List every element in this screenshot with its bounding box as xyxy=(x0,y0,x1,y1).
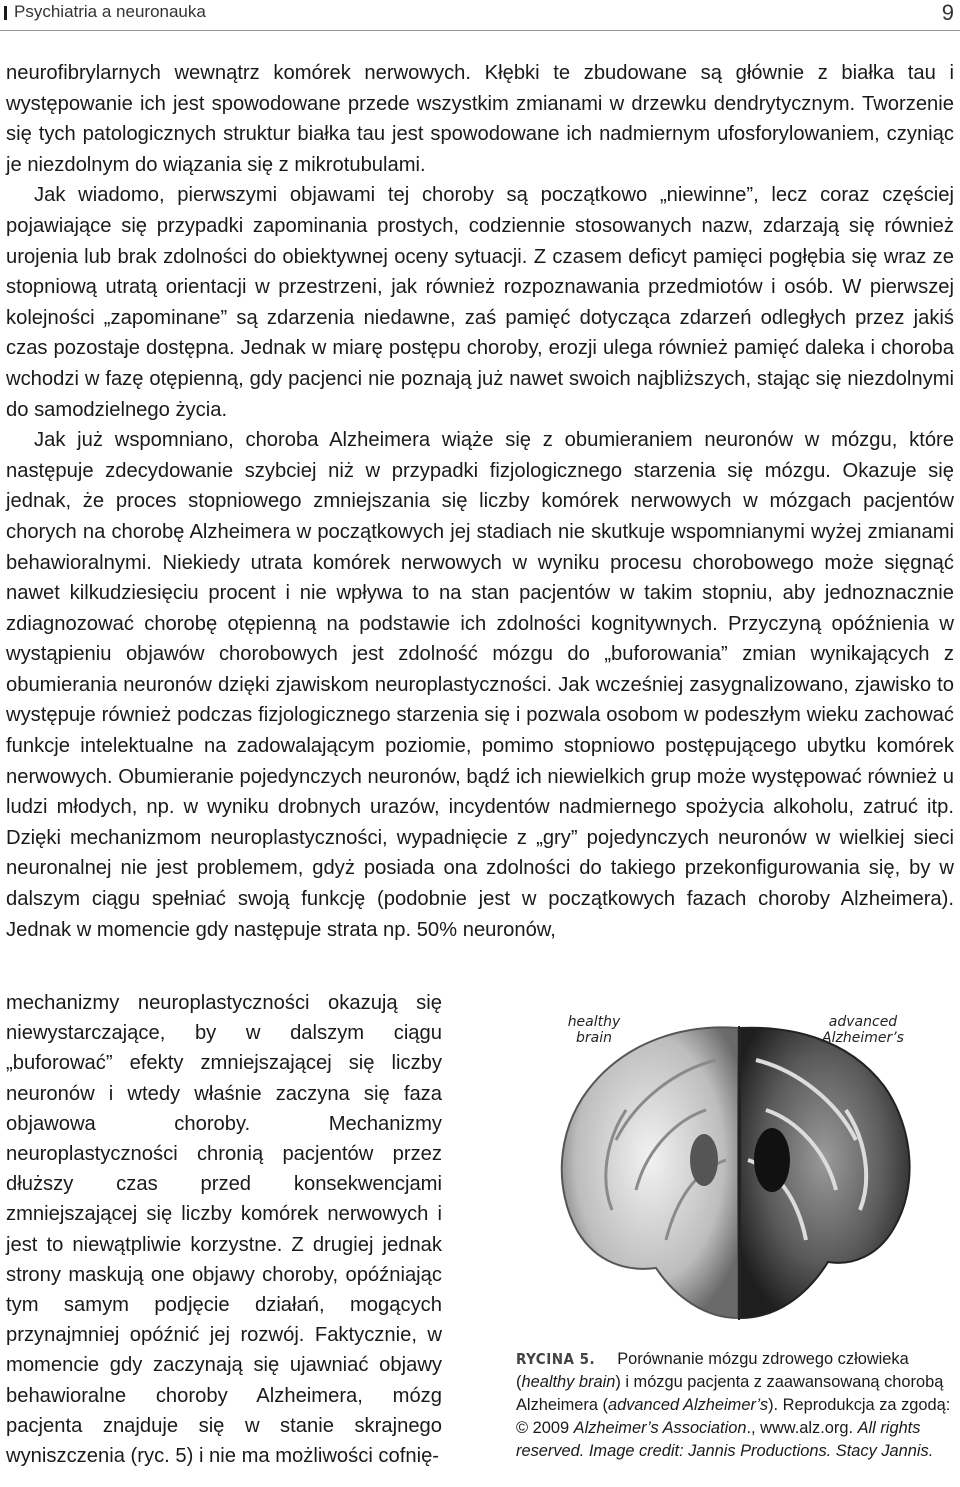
page-number: 9 xyxy=(941,0,954,25)
caption-em-d: All rights reserved. Image credit: Jannis Productions. Stacy Jannis. xyxy=(516,1419,934,1460)
caption-em-b: advanced Alzheimer’s xyxy=(608,1396,769,1414)
header-marker xyxy=(4,6,7,20)
brain-comparison-figure xyxy=(516,1000,954,1330)
main-text xyxy=(6,58,954,945)
caption-text-a: Porównanie mózgu zdrowego człowieka ( xyxy=(516,1350,909,1391)
caption-text-b: ) i mózgu pacjenta z zaawansowaną chorobą Alzheimera ( xyxy=(516,1373,944,1414)
caption-text-c: ). Reprodukcja za zgodą: © 2009 xyxy=(516,1396,951,1437)
caption-text-d: ., www.alz.org. xyxy=(746,1419,858,1437)
paragraph-3-continued: mechanizmy neuroplastyczności okazują się niewystarczające, by w dalszym ciągu „buforować” efekty zmniejszającej się liczby neuronów i wtedy właśnie zaczyna się faza objawowa choroby. Mechanizmy neuroplastyczności chronią pacjentów przez dłuższy czas przed konsekwencjami zmniejszającej się liczby komórek nerwowych i jest to niewątpliwie korzystne. Z drugiej jednak strony maskują one objawy choroby, opóźniając tym samym podjęcie działań, mogących przynajmniej opóźnić jej rozwój. Faktycznie, w momencie gdy zaczynają się ujawniać objawy behawioralne choroby Alzheimera, mózg pacjenta znajduje się w stanie skrajnego wyniszczenia (ryc. 5) i nie ma możliwości cofnię- xyxy=(6,992,442,1468)
caption-em-a: healthy brain xyxy=(521,1373,616,1391)
running-title: Psychiatria a neuronauka xyxy=(14,2,206,21)
caption-em-c: Alzheimer’s Association xyxy=(573,1419,747,1437)
paragraph-2: Jak wiadomo, pierwszymi objawami tej choroby są początkowo „niewinne”, lecz coraz częściej pojawiające się przypadki zapominania prostych, codziennie stosowanych nazw, zdarzają się również urojenia lub brak zdolności do obiektywnej oceny sytuacji. Z czasem deficyt pamięci pogłębia się wraz ze stopniową utratą orientacji w przestrzeni, jak również rozpoznawania przedmiotów i osób. W pierwszej kolejności „zapominane” są zdarzenia niedawne, zaś pamięć dotycząca zdarzeń odległych przez jakiś czas pozostaje dostępna. Jednak w miarę postępu choroby, erozji ulega również pamięć daleka i choroba wchodzi w fazę otępienną, gdy pacjenci nie poznają już nawet swoich najbliższych, stając się niezdolnymi do samodzielnego życia. xyxy=(6,184,954,421)
label-healthy-brain: healthy brain xyxy=(567,1014,621,1046)
wrapped-text-column xyxy=(6,988,442,1471)
paragraph-1: neurofibrylarnych wewnątrz komórek nerwowych. Kłębki te zbudowane są głównie z białka tau i występowanie ich jest spowodowane przede wszystkim zmianami w drzewku dendrytycznym. Tworzenie się tych patologicznych struktur białka tau jest spowodowane ich nadmiernym ufosforylowaniem, czyniąc je niezdolnym do wiązania się z mikrotubulami. xyxy=(6,62,954,176)
paragraph-3: Jak już wspomniano, choroba Alzheimera wiąże się z obumieraniem neuronów w mózgu, które następuje zdecydowanie szybciej niż w przypadki fizjologicznego starzenia się mózgu. Okazuje się jednak, że proces stopniowego zmniejszania się liczby komórek nerwowych w mózgach pacjentów chorych na chorobę Alzheimera w początkowych jej stadiach nie skutkuje wspomnianymi wyżej zmianami behawioralnymi. Niekiedy utrata komórek nerwowych w wyniku procesu chorobowego może sięgnąć nawet kilkudziesięciu procent i nie wpływa to na stan pacjentów w takim stopniu, aby jednoznacznie zdiagnozować chorobę otępienną na podstawie ich zdolności kognitywnych. Przyczyną opóźnienia w wystąpieniu objawów chorobowych jest zdolność mózgu do „buforowania” zmian wynikających z obumierania neuronów dzięki zjawiskom neuroplastyczności. Jak wcześniej zasygnalizowano, zjawisko to występuje również podczas fizjologicznego starzenia się i pozwala osobom w podeszłym wieku zachować funkcje intelektualne na zadowalającym poziomie, pomimo stopniowo postępującego ubytku komórek nerwowych. Obumieranie pojedynczych neuronów, bądź ich niewielkich grup może występować również u ludzi młodych, np. w wyniku drobnych urazów, incydentów nadmiernego spożycia alkoholu, zatruć itp. Dzięki mechanizmom neuroplastyczności, wypadnięcie z „gry” pojedynczych neuronów w wielkiej sieci neuronalnej nie jest problemem, gdyż posiada ona zdolności do takiego przekonfigurowania się, by w dalszym ciągu spełniać swoją funkcję (podobnie jest w początkowych fazach choroby Alzheimera). Jednak w momencie gdy następuje strata np. 50% neuronów, xyxy=(6,429,954,941)
caption-label: RYCINA 5. xyxy=(516,1350,596,1368)
label-advanced-alzheimers: advanced Alzheimer’s xyxy=(822,1014,904,1046)
brain-comparison-image xyxy=(516,1000,954,1330)
page-header xyxy=(0,0,960,31)
figure-caption xyxy=(516,1348,956,1463)
